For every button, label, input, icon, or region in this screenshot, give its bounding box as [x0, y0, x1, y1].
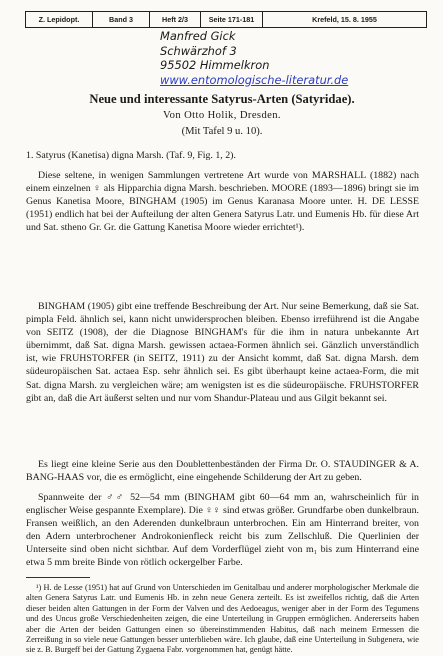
footnote [26, 583, 419, 656]
article-plates: (Mit Tafel 9 u. 10). [181, 126, 263, 137]
stamp-name: Manfred Gick [160, 29, 236, 43]
journal-header [25, 11, 427, 28]
paragraph-4 [26, 491, 419, 570]
paragraph-3 [26, 458, 419, 484]
journal-pages: Seite 171-181 [201, 12, 263, 27]
paragraph-text: Es liegt eine kleine Serie aus den Doublettenbeständen der Firma Dr. O. STAUDINGER & A. BANG-HAAS vor, die es ermöglicht, eine eingehende Schilderung der Art zu geben. [26, 459, 419, 484]
library-stamp [160, 29, 410, 87]
paragraph-text: Spannweite der ♂♂ 52—54 mm (BINGHAM gibt 60—64 mm an, wahrscheinlich für in englischer Weise gespannte Exemplare). Die ♀♀ sind etwas größer. Grundfarbe oben dunkelbraun. Fransen weißlich, an den Aderenden dunkelbraun unterbrochen. Ein am Hinterrand breiter, von den Adern unterbrochener Androkonienfleck reicht bis zum Zellschluß. Die Querlinien der Unterseite sind oben nicht sichtbar. Auf dem Vorderflügel zieht von m₁ bis zum Hinterrand eine etwa 5 mm breite Binde von rötlich ockergelber Farbe. [26, 492, 419, 569]
paragraph-1 [26, 169, 419, 234]
footnote-divider [26, 577, 90, 578]
article-title: Neue und interessante Satyrus-Arten (Satyridae). [89, 92, 355, 106]
paragraph-text: BINGHAM (1905) gibt eine treffende Beschreibung der Art. Nur seine Bemerkung, daß sie Sat. pimpla Feld. ähnlich sei, kann nicht unwidersprochen bleiben. Ebenso irreführend ist die Angabe von SEITZ (1908), der die Diagnose BINGHAM's für die ihm in natura unbekannte Art übernimmt, daß Sat. digna Marsh. gewissen actaea-Formen ähnlich sei. Gänzlich unverständlich ist, wie FRUHSTORFER (in SEITZ, 1911) zu der Ansicht kommt, daß Sat. digna Marsh. dem südeuropäischen Sat. actaea Esp. sehr ähnlich sei. Es gibt überhaupt keine actaea-Form, die mit Sat. digna Marsh. zu vergleichen wäre; am wenigsten ist es die südeuropäische. FRUHSTORFER gibt an, daß die Art äußerst selten und nur vom Shandur-Plateau und aus Gilgit bekannt sei. [26, 301, 419, 404]
stamp-url-link[interactable]: www.entomologische-literatur.de [160, 72, 349, 87]
paragraph-text: Diese seltene, in wenigen Sammlungen vertretene Art wurde von MARSHALL (1882) nach einem einzelnen ♀ als Hipparchia digna Marsh. beschrieben. MOORE (1893—1896) bringt sie im Genus Kanetisa Moore, BINGHAM (1905) im Genus Karanasa Moore unter. H. DE LESSE (1951) endlich hat bei der Aufteilung der alten Genera Satyrus Latr. und Eumenis Hb. für diese Art und Sat. stheno Gr. Gr. die Gattung Kanetisa Moore wieder errichtet¹). [26, 170, 419, 234]
article-author: Von Otto Holik, Dresden. [163, 110, 281, 121]
section-heading: 1. Satyrus (Kanetisa) digna Marsh. (Taf. 9, Fig. 1, 2). [26, 150, 236, 161]
paragraph-2 [26, 300, 419, 405]
journal-place-date: Krefeld, 15. 8. 1955 [312, 15, 377, 24]
journal-volume: Band 3 [93, 12, 150, 27]
footnote-text: ¹) H. de Lesse (1951) hat auf Grund von Unterschieden im Genitalbau und anderer morphologischer Merkmale die alten Genera Satyrus Latr. und Eumenis Hb. in zehn neue Genera zerteilt. Es ist zweifellos richtig, daß die Arten dieser beiden alten Gattungen in der Form der Valven und des Aedoeagus, weniger aber in der Form des Tegumens und des Uncus große Verschiedenheiten zeigen, die eine Unterteilung in Gruppen ermöglichen. Andererseits haben aber die Arten der beiden Gattungen einen so übereinstimmenden Habitus, daß nach meinem Ermessen die Zerreißung in so viele neue Gattungen besser unterblieben wäre. Ich glaube, daß eine Unterteilung in Subgenera, wie sie z. B. Burgeff bei der Gattung Zygaena Fabr. vorgenommen hat, genügt hätte. [26, 583, 419, 655]
stamp-street: Schwärzhof 3 [160, 43, 237, 58]
journal-issue: Heft 2/3 [150, 12, 201, 27]
stamp-city: 95502 Himmelkron [160, 58, 270, 72]
journal-name: Z. Lepidopt. [26, 12, 93, 27]
